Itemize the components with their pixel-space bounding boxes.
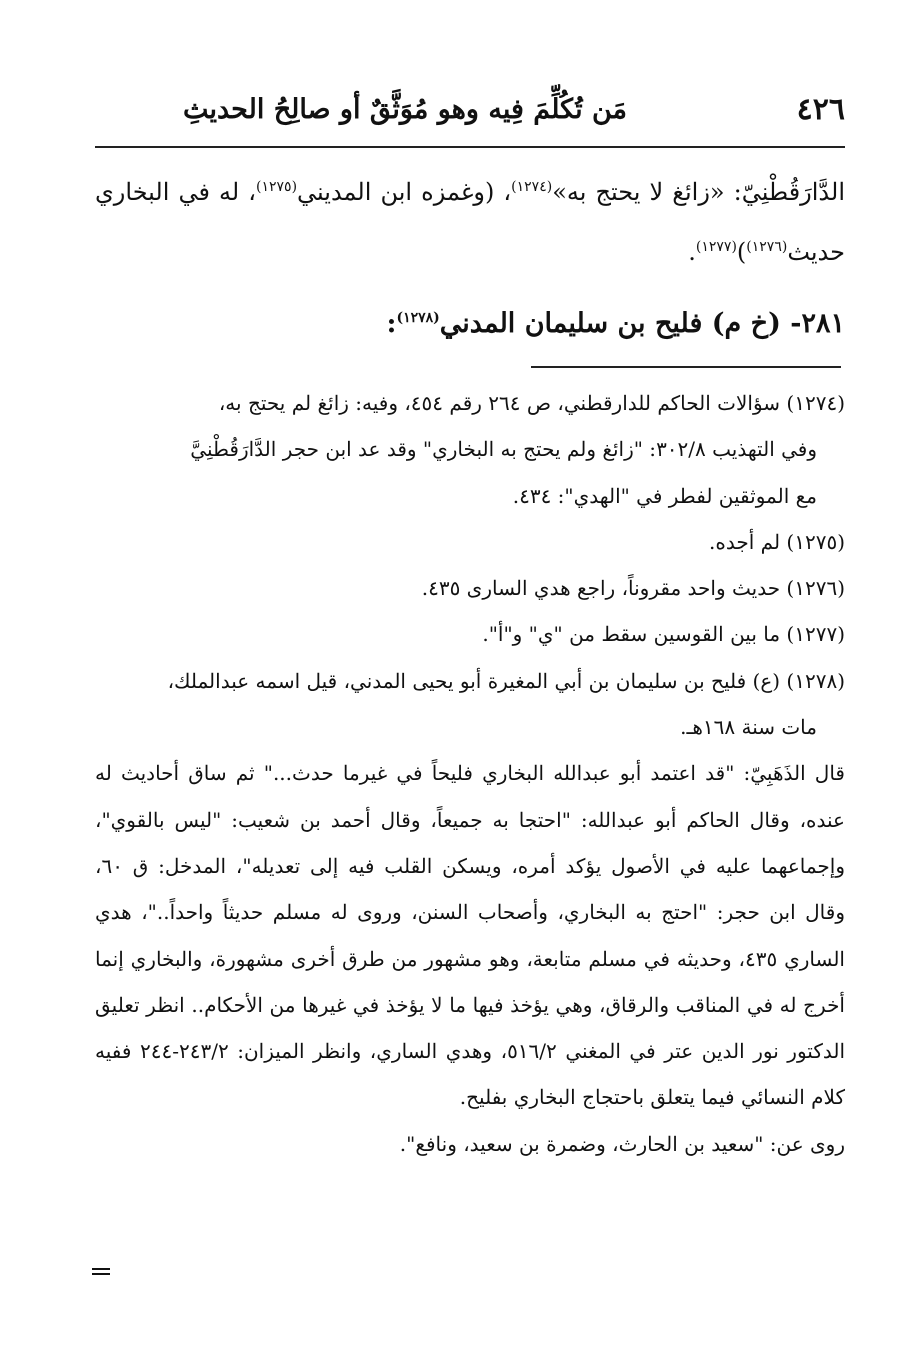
main-text-part: ، (وغمزه ابن المديني [297,178,512,206]
footnote-line: مات سنة ١٦٨هـ. [680,715,817,740]
page-number: ٤٢٦ [796,92,845,127]
footnote-1276: (١٢٧٦) حديث واحد مقروناً، راجع هدي السارى ٤٣٥. [421,576,845,601]
page-header [95,92,845,140]
continuation-line [92,1273,110,1275]
footnote-ref: (١٢٧٨) [396,310,440,326]
continuation-mark [92,1268,110,1276]
footnote-line: وفي التهذيب ٣٠٢/٨: "زائغ ولم يحتج به البخاري" وقد عد ابن حجر الدَّارَقُطْنِيَّ [190,437,817,462]
footnote-1277: (١٢٧٧) ما بين القوسين سقط من "ي" و"أ". [482,622,845,647]
footnote-ref: (١٢٧٧) [695,239,737,255]
footnote-ref: (١٢٧٤) [511,179,553,195]
main-text-part: . [688,238,696,266]
continuation-line [92,1268,110,1270]
entry-heading-tail: : [386,308,397,339]
footnote-paragraph: قال الذَهَبِيّ: "قد اعتمد أبو عبدالله البخاري فليحاً في غيرما حدث..." ثم ساق أحاديث له عنده، وقال الحاكم أبو عبدالله: "احتجا به جميعاً، وقال أحمد بن شعيب: "ليس بالقوي"، وإجماعهما عليه في الأصول يؤكد أمره، ويسكن القلب فيه إلى تعديله"، المدخل: ق ٦٠، وقال ابن حجر: "احتج به البخاري، وأصحاب السنن، وروى له مسلم حديثاً واحداً.."، هدي الساري ٤٣٥، وحديثه في مسلم متابعة، وهو مشهور من طرق أخرى مشهورة، والبخاري إنما أخرج له في المناقب والرقاق، وهي يؤخذ فيها ما لا يؤخذ في غيرها من الأحكام.. انظر تعليق الدكتور نور الدين عتر في المغني ٥١٦/٢، وهدي الساري، وانظر الميزان: ٢٤٣/٢-٢٤٤ ففيه كلام النسائي فيما يتعلق باحتجاج البخاري بفليح. [95,761,846,1110]
main-text-part: ) [736,238,747,266]
footnote-separator [531,366,841,368]
footnote-1275: (١٢٧٥) لم أجده. [709,529,845,554]
entry-heading-text: ٢٨١- (خ م) فليح بن سليمان المدني [439,308,845,339]
footnote-line: (١٢٧٤) سؤالات الحاكم للدارقطني، ص ٢٦٤ رقم ٤٥٤، وفيه: زائغ لم يحتج به، [218,391,845,415]
footnotes [95,380,845,1167]
main-text-part: الدَّارَقُطْنِيّ: «زائغ لا يحتج به» [552,178,845,206]
header-rule [95,146,845,148]
footnote-ref: (١٢٧٥) [256,179,298,195]
running-title: مَن تُكُلِّمَ فِيه وهو مُوَثَّقٌ أو صالِحُ الحديثِ [182,94,628,125]
footnote-line: مع الموثقين لفطر في "الهدي": ٤٣٤. [512,483,817,508]
main-text [95,162,845,282]
footnote-1278 [95,658,845,751]
main-text-part: ، له في البخاري حديث [95,178,845,266]
footnote-line: (١٢٧٨) (ع) فليح بن سليمان بن أبي المغيرة أبو يحيى المدني، قيل اسمه عبدالملك، [167,668,845,693]
footnote-ref: (١٢٧٦) [746,239,788,255]
footnote-last-line: روى عن: "سعيد بن الحارث، وضمرة بن سعيد، ونافع". [399,1131,845,1156]
footnote-1274 [95,380,845,519]
entry-heading [95,294,845,354]
